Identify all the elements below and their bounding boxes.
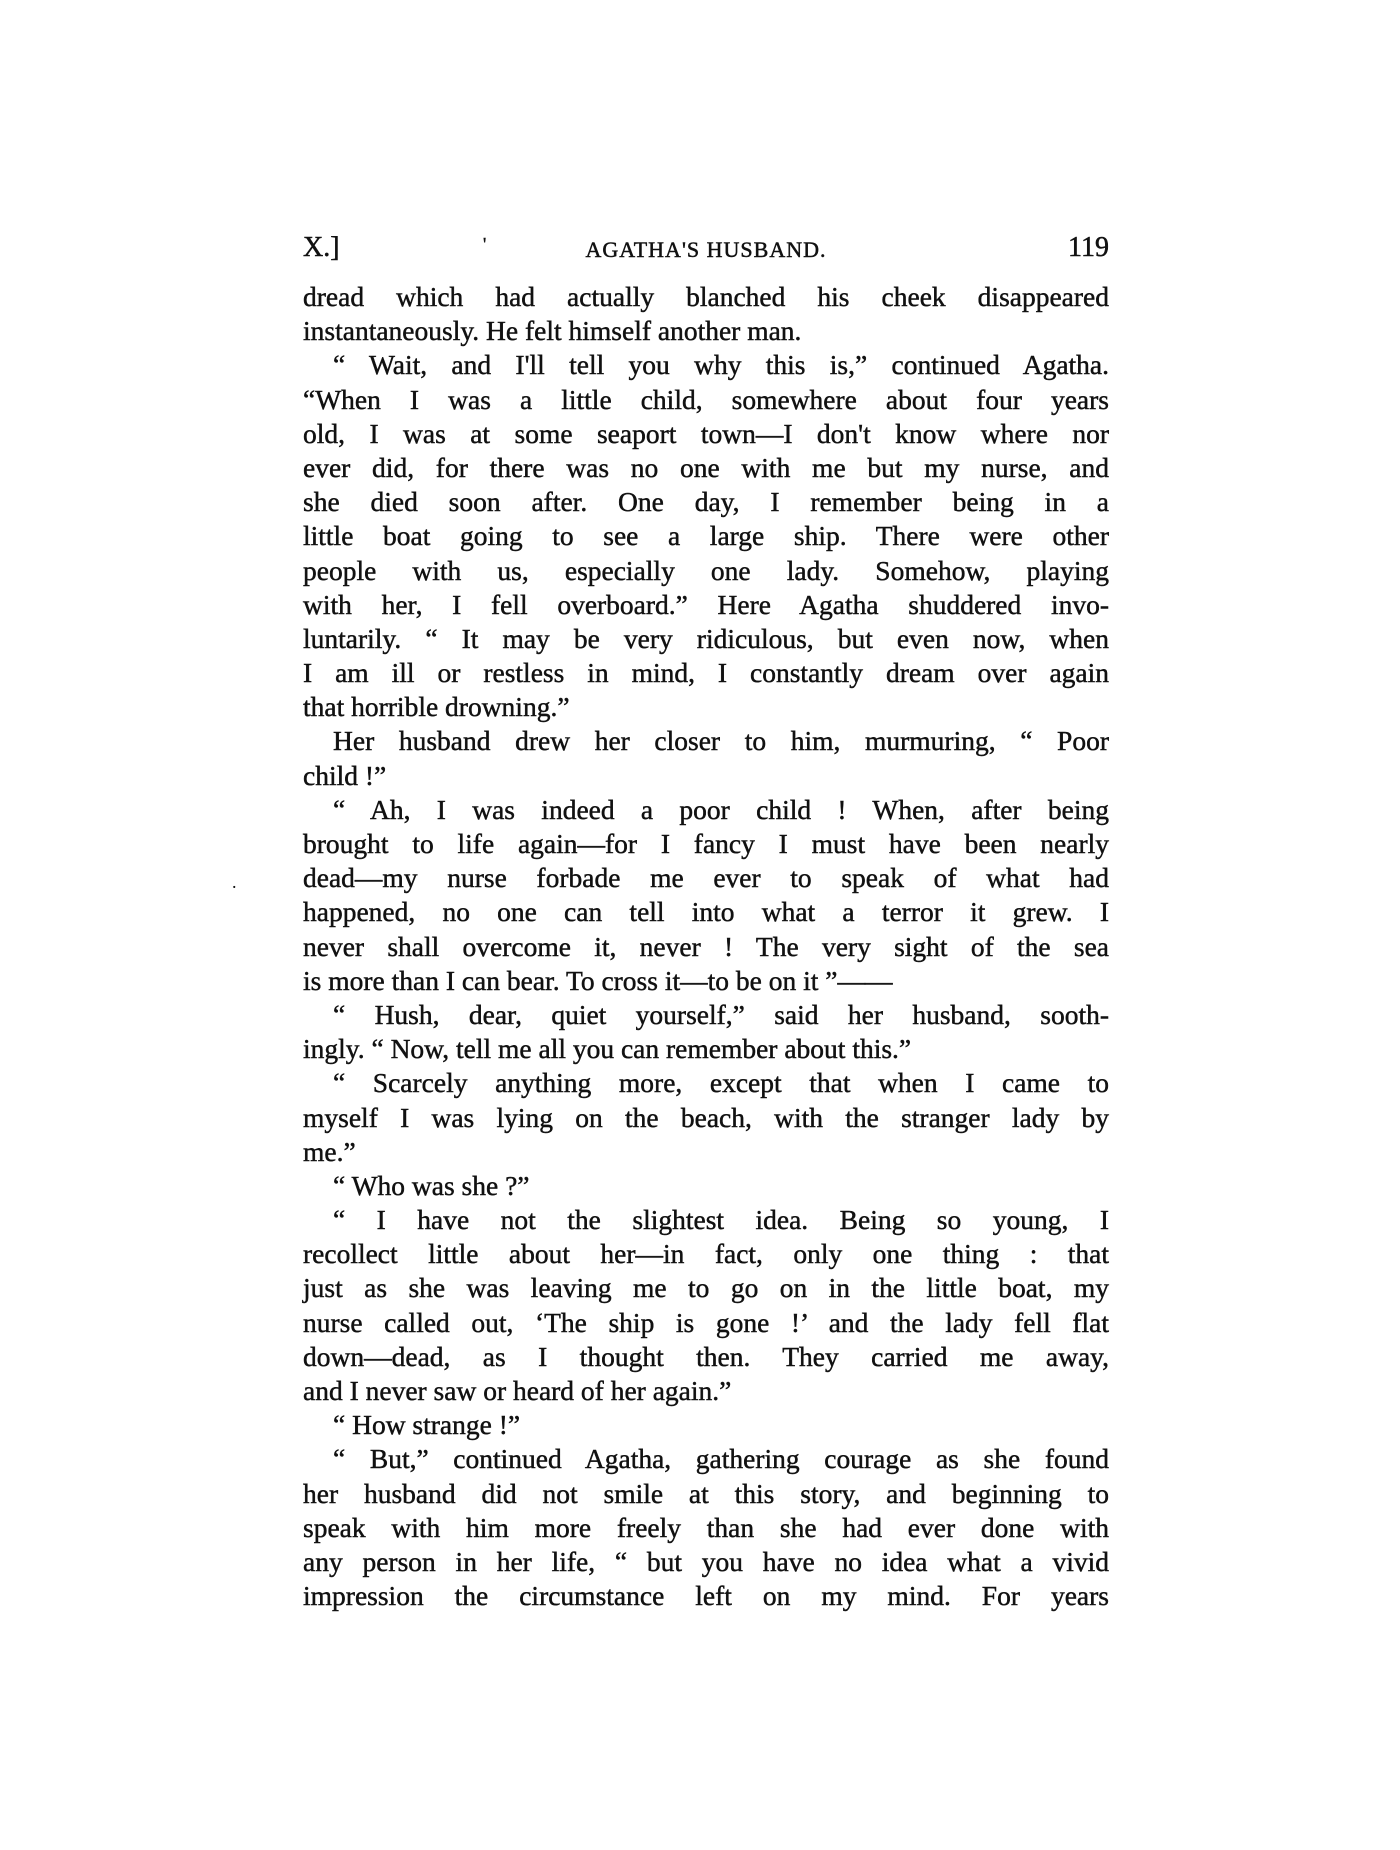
chapter-number: X.] [303, 232, 340, 263]
text-line: “ But,” continued Agatha, gathering courage as she found [333, 1443, 1109, 1475]
text-line: “ Ah, I was indeed a poor child ! When, after being [333, 793, 1109, 825]
text-line: any person in her life, “ but you have no idea what a vivid [303, 1545, 1109, 1577]
text-line: brought to life again—for I fancy I must have been nearly [303, 828, 1109, 859]
text-line: with her, I fell overboard.” Here Agatha shuddered invo- [303, 588, 1109, 620]
text-line: nurse called out, ‘The ship is gone !’ and the lady fell flat [303, 1306, 1109, 1338]
text-line: never shall overcome it, never ! The very sight of the sea [303, 930, 1109, 962]
text-line: ingly. “ Now, tell me all you can remember about this.” [303, 1033, 912, 1065]
stray-mark: ' [483, 234, 487, 254]
page-body-text [303, 280, 1109, 1613]
text-line: and I never saw or heard of her again.” [303, 1375, 732, 1406]
text-line: ever did, for there was no one with me but my nurse, and [303, 451, 1109, 483]
text-line: dread which had actually blanched his cheek disappeared [303, 281, 1109, 312]
text-line: “ Scarcely anything more, except that when I came to [333, 1067, 1109, 1099]
text-line: “ I have not the slightest idea. Being so young, I [333, 1204, 1109, 1236]
text-line: child !” [303, 759, 387, 791]
text-line: “ How strange !” [333, 1409, 521, 1441]
text-line: “ Hush, dear, quiet yourself,” said her husband, sooth- [333, 998, 1109, 1030]
page-number: 119 [1068, 232, 1109, 263]
text-line: luntarily. “ It may be very ridiculous, but even now, when [303, 622, 1109, 654]
text-line: recollect little about her—in fact, only one thing : that [303, 1238, 1109, 1270]
text-line: little boat going to see a large ship. There were other [303, 520, 1109, 552]
text-line: just as she was leaving me to go on in the little boat, my [303, 1272, 1109, 1304]
text-line: people with us, especially one lady. Somehow, playing [303, 554, 1109, 586]
text-line: dead—my nurse forbade me ever to speak of what had [303, 862, 1109, 894]
text-line: her husband did not smile at this story, and beginning to [303, 1477, 1109, 1509]
text-line: “ Wait, and I'll tell you why this is,” continued Agatha. [333, 349, 1109, 381]
running-title: AGATHA'S HUSBAND. [585, 237, 827, 262]
text-line: “ Who was she ?” [333, 1169, 530, 1201]
text-line: impression the circumstance left on my mind. For years [303, 1580, 1109, 1612]
text-line: myself I was lying on the beach, with the stranger lady by [303, 1101, 1109, 1133]
text-line: is more than I can bear. To cross it—to be on it ”—— [303, 964, 893, 996]
text-line: Her husband drew her closer to him, murmuring, “ Poor [333, 725, 1109, 757]
running-header [303, 232, 1109, 268]
text-line: me.” [303, 1135, 356, 1167]
margin-speck: . [232, 872, 237, 892]
text-line: down—dead, as I thought then. They carried me away, [303, 1340, 1109, 1372]
text-line: speak with him more freely than she had ever done with [303, 1511, 1109, 1543]
text-line: instantaneously. He felt himself another man. [303, 315, 802, 347]
text-line: I am ill or restless in mind, I constantly dream over again [303, 657, 1109, 689]
text-line: that horrible drowning.” [303, 691, 570, 723]
text-line: “When I was a little child, somewhere about four years [303, 383, 1109, 415]
text-line: she died soon after. One day, I remember being in a [303, 486, 1109, 518]
text-line: old, I was at some seaport town—I don't know where nor [303, 417, 1109, 449]
text-line: happened, no one can tell into what a terror it grew. I [303, 896, 1109, 928]
